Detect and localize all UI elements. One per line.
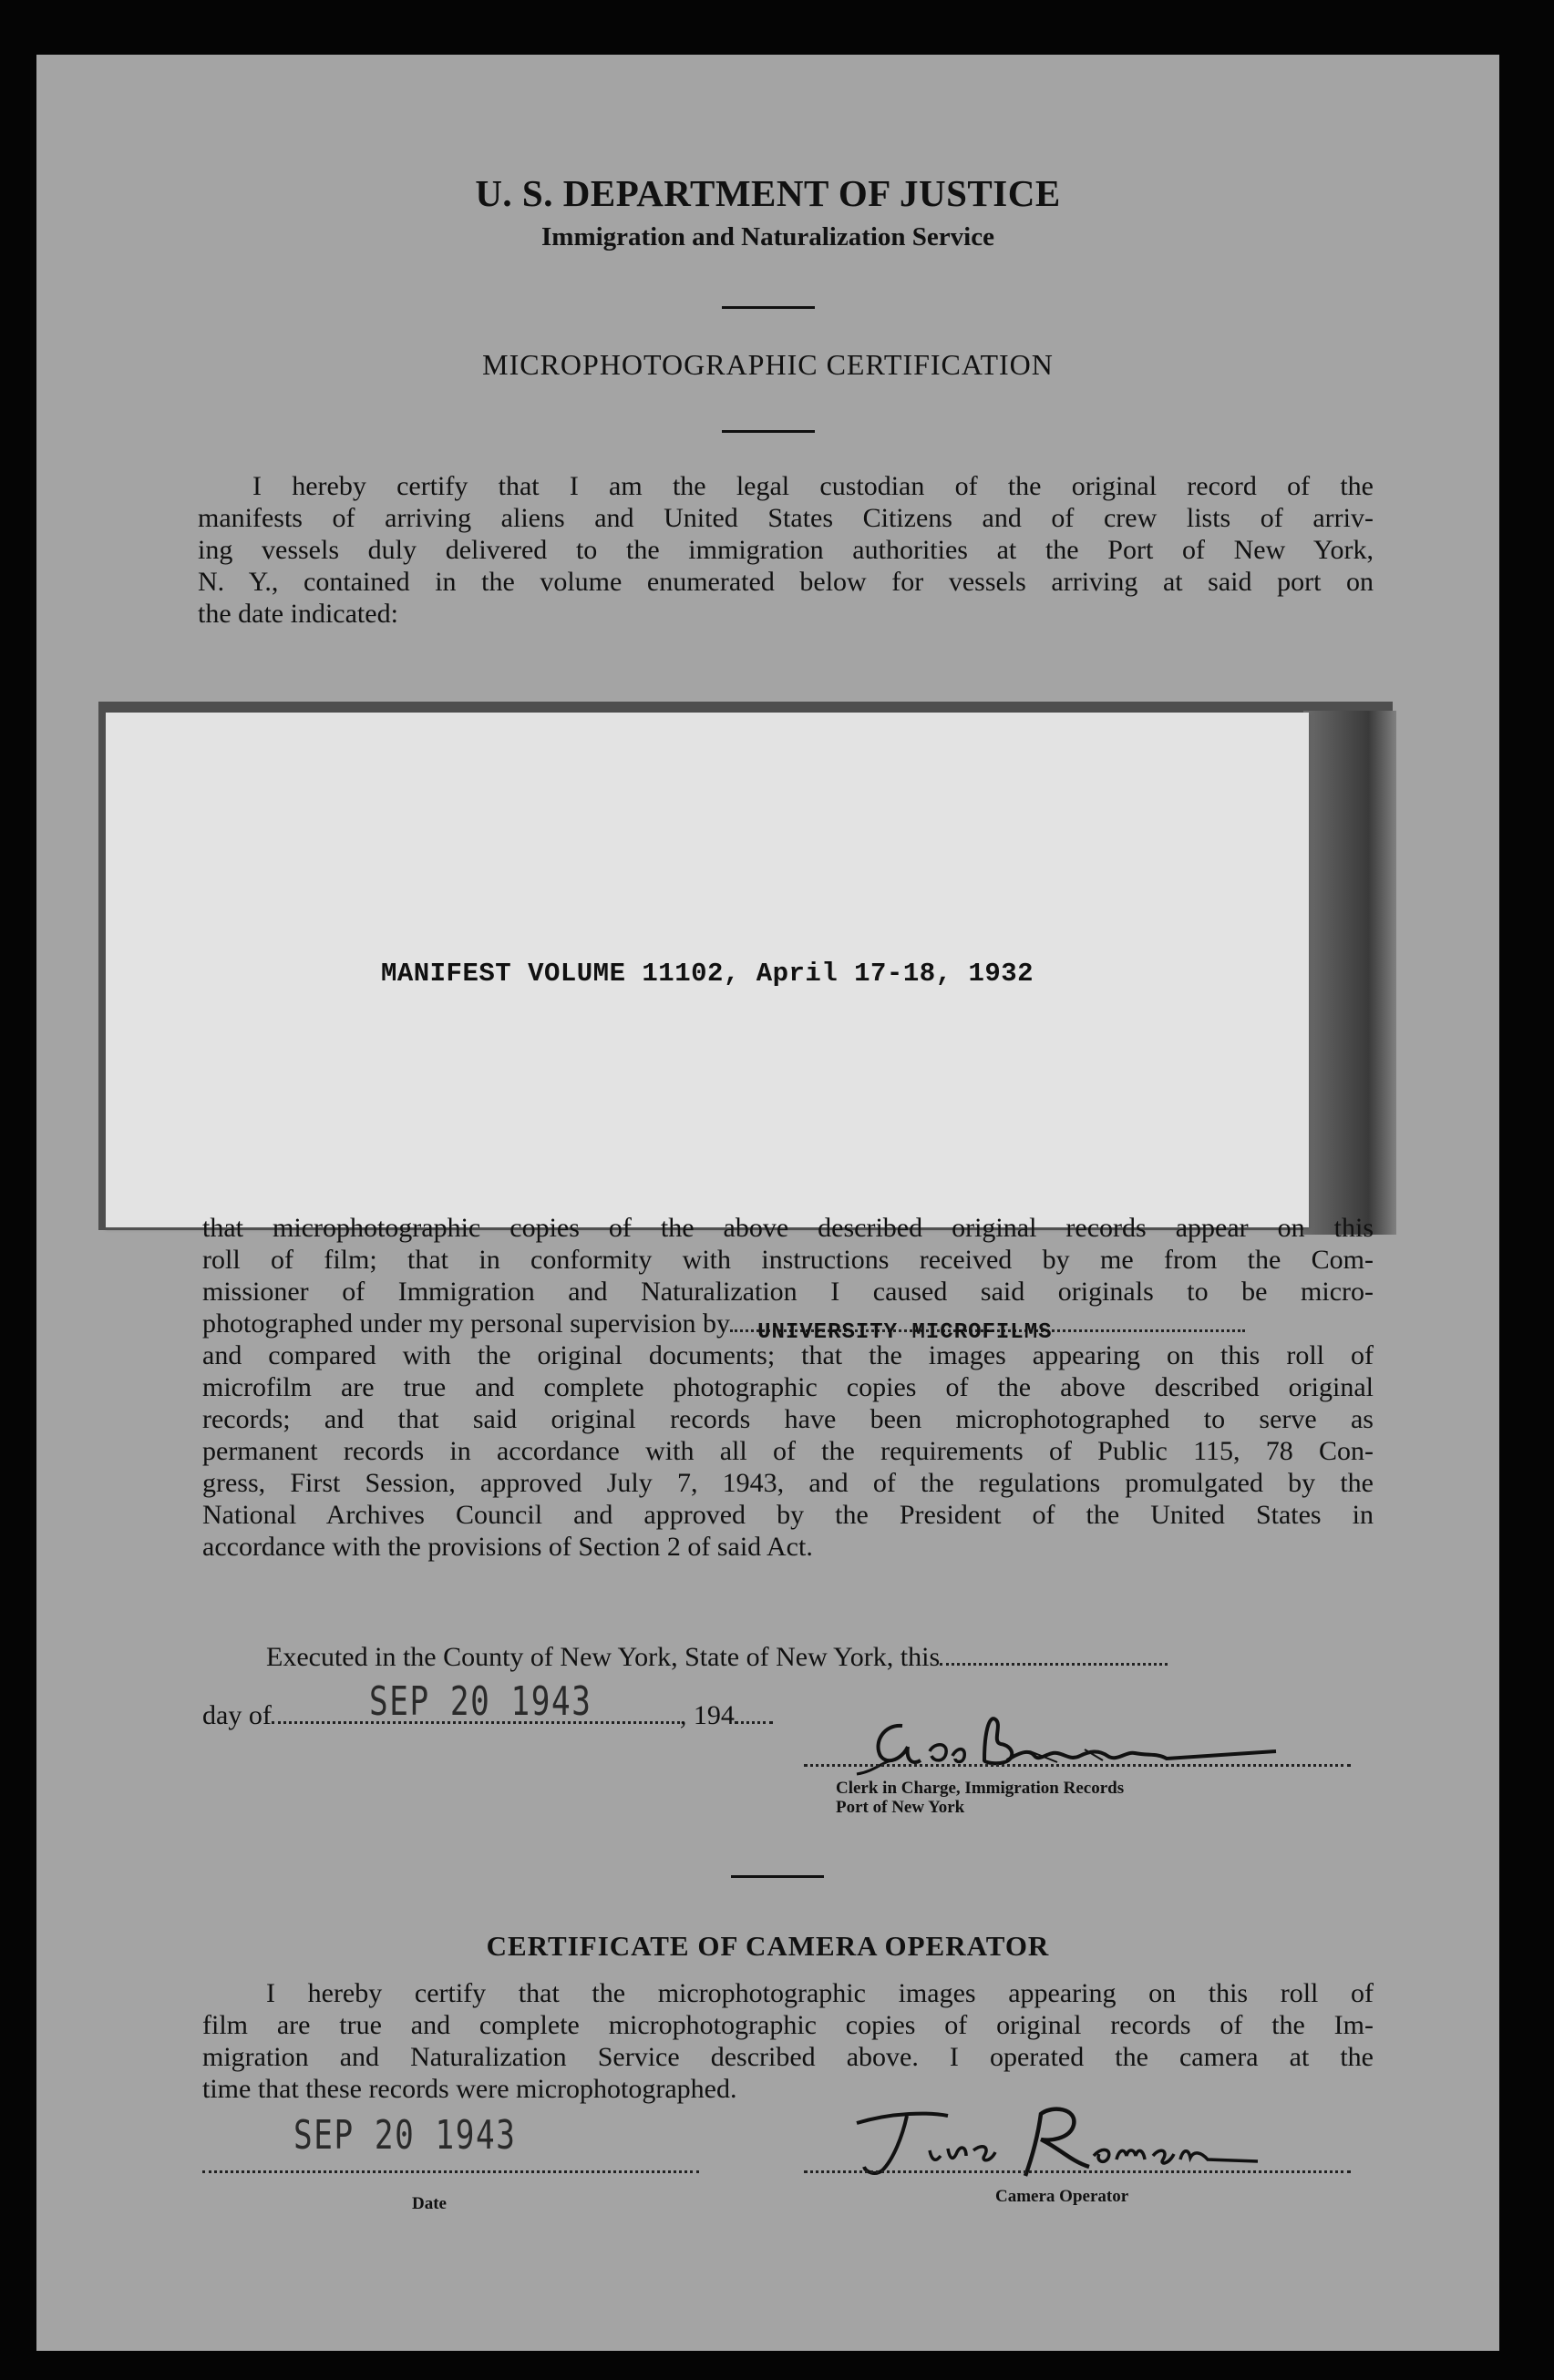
year-label: , 194 — [679, 1700, 735, 1730]
body-line: microfilm are true and complete photographic copies of the above described original — [202, 1372, 1374, 1402]
camera-operator-title: CERTIFICATE OF CAMERA OPERATOR — [486, 1930, 1050, 1962]
clerk-title-line1: Clerk in Charge, Immigration Records — [836, 1779, 1125, 1798]
camera-date-line — [202, 2170, 699, 2173]
body-line: National Archives Council and approved by the President of the United States in — [202, 1500, 1374, 1530]
executed-line — [266, 1642, 1168, 1673]
intro-line: the date indicated: — [198, 599, 398, 629]
supervisor-typed: UNIVERSITY MICROFILMS — [757, 1320, 1053, 1345]
divider-top — [722, 306, 815, 309]
body-line: and compared with the original documents; that the images appearing on this roll of — [202, 1340, 1374, 1370]
body-line: records; and that said original records have been microphotographed to serve as — [202, 1404, 1374, 1434]
camera-operator-signature — [829, 2096, 1340, 2187]
certificate-page — [36, 55, 1499, 2351]
body-line: gress, First Session, approved July 7, 1943, and of the regulations promulgated by the — [202, 1468, 1374, 1498]
divider-middle — [722, 430, 815, 433]
intro-paragraph — [198, 470, 1374, 630]
body-line: accordance with the provisions of Section 2 of said Act. — [202, 1532, 813, 1562]
clerk-title — [836, 1779, 1124, 1817]
manifest-volume-text: MANIFEST VOLUME 11102, April 17-18, 1932 — [380, 959, 1034, 989]
camera-date-label: Date — [412, 2194, 447, 2213]
clerk-title-line2: Port of New York — [836, 1798, 965, 1817]
intro-line: ing vessels duly delivered to the immigration authorities at the Port of New York, — [198, 535, 1374, 565]
service-subheading: Immigration and Naturalization Service — [541, 222, 994, 251]
certification-title: MICROPHOTOGRAPHIC CERTIFICATION — [482, 348, 1054, 381]
day-of-label: day of — [202, 1700, 272, 1730]
supervision-line — [202, 1308, 1374, 1345]
year-field — [735, 1721, 773, 1724]
clerk-signature-line — [804, 1764, 1351, 1767]
manifest-slip — [106, 713, 1309, 1227]
date-stamp-camera: SEP 20 1943 — [293, 2112, 517, 2159]
body-line: permanent records in accordance with all of the requirements of Public 115, 78 Con- — [202, 1436, 1374, 1466]
intro-line: manifests of arriving aliens and United States Citizens and of crew lists of arriv- — [198, 503, 1374, 533]
body-line: roll of film; that in conformity with instructions received by me from the Com- — [202, 1245, 1374, 1275]
executed-day-field — [940, 1663, 1168, 1666]
body-paragraph — [202, 1212, 1374, 1563]
date-stamp-execution: SEP 20 1943 — [369, 1678, 592, 1725]
clerk-signature — [848, 1706, 1385, 1788]
camera-operator-paragraph — [202, 1977, 1374, 2105]
camera-line: migration and Naturalization Service described above. I operated the camera at the — [202, 2042, 1374, 2072]
camera-operator-label: Camera Operator — [995, 2187, 1129, 2206]
slip-shadow-edge — [1303, 711, 1396, 1235]
divider-bottom — [731, 1875, 824, 1878]
supervision-prefix: photographed under my personal supervision by — [202, 1308, 731, 1339]
supervisor-field — [730, 1320, 1245, 1345]
body-line: that microphotographic copies of the above described original records appear on this — [202, 1213, 1374, 1243]
body-line: missioner of Immigration and Naturalization I caused said originals to be micro- — [202, 1277, 1374, 1307]
camera-line: I hereby certify that the microphotographic images appearing on this roll of — [266, 1978, 1374, 2008]
camera-line: film are true and complete microphotographic copies of original records of the Im- — [202, 2010, 1374, 2040]
department-heading: U. S. DEPARTMENT OF JUSTICE — [475, 172, 1061, 214]
camera-operator-line — [804, 2170, 1351, 2173]
intro-line: N. Y., contained in the volume enumerated below for vessels arriving at said port on — [198, 567, 1374, 597]
camera-line: time that these records were microphotographed. — [202, 2074, 737, 2104]
intro-line: I hereby certify that I am the legal custodian of the original record of the — [252, 471, 1374, 501]
executed-text: Executed in the County of New York, State of New York, this — [266, 1642, 941, 1672]
